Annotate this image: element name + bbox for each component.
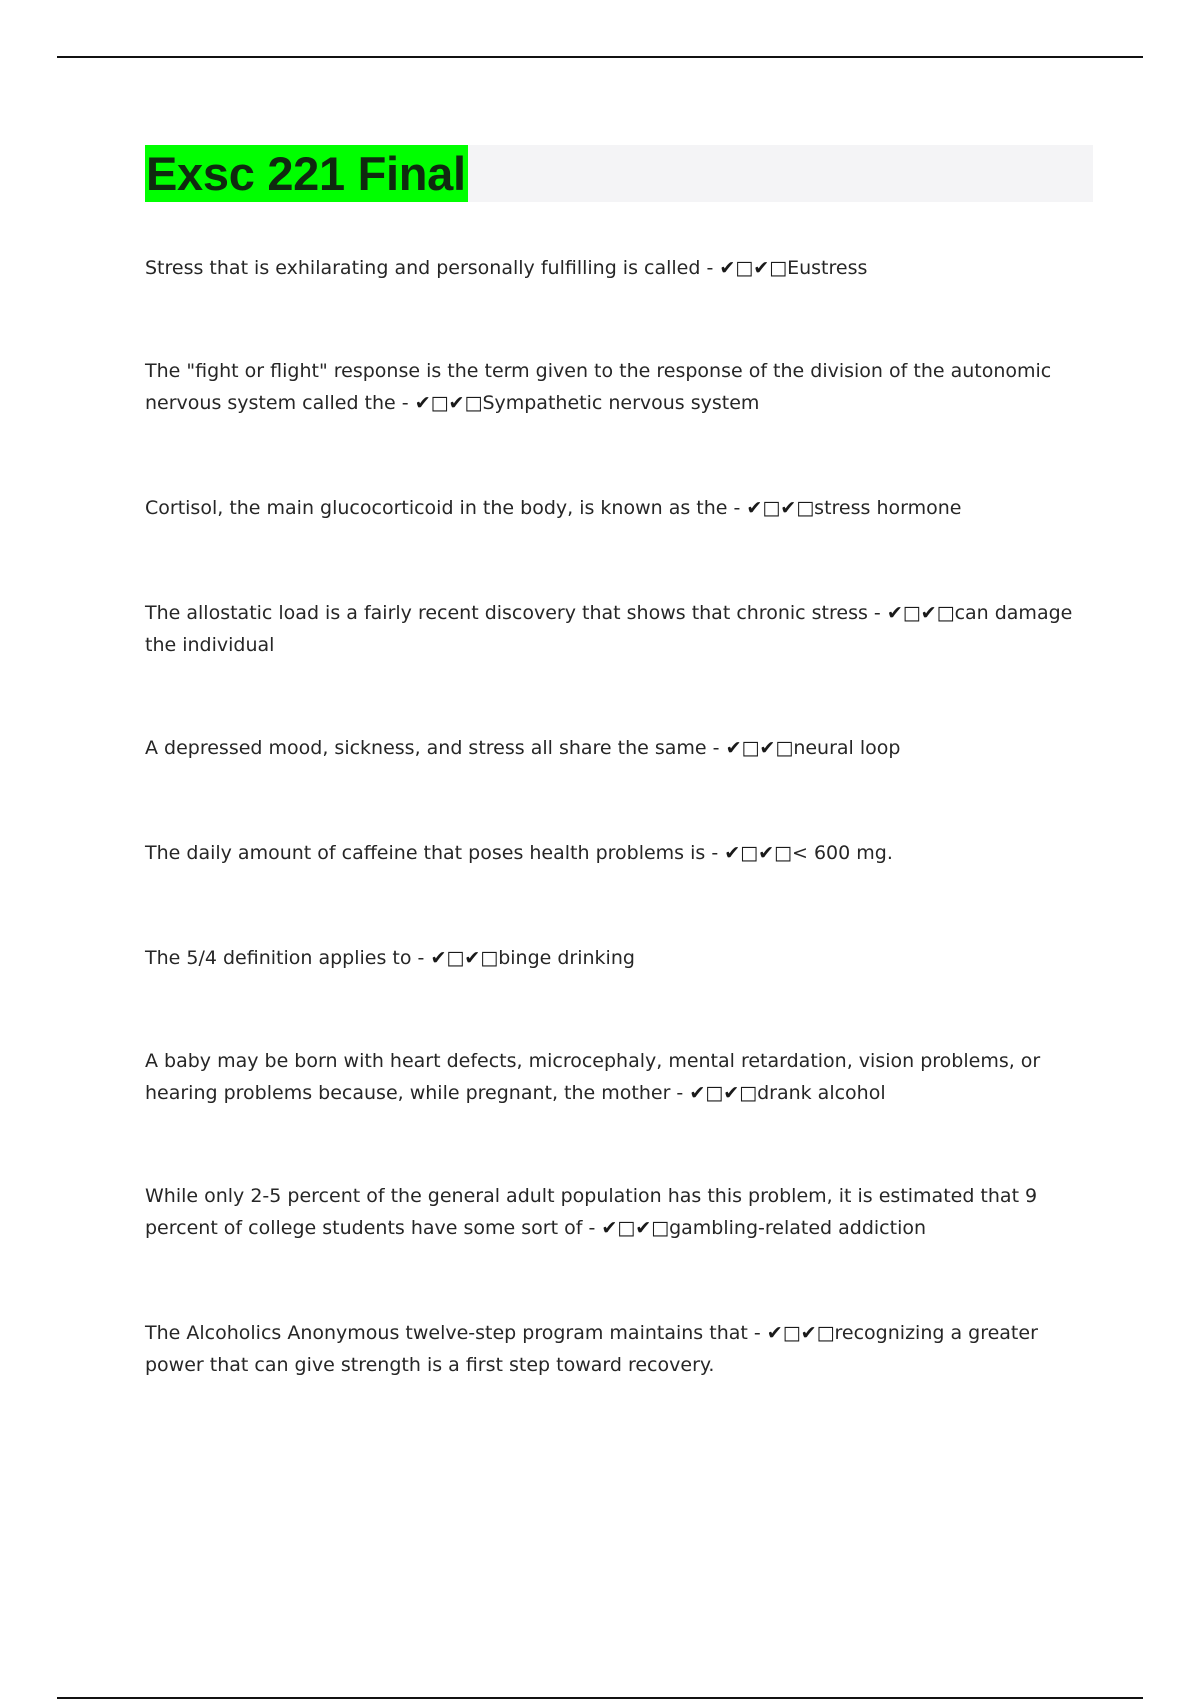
checkmark-icon: ✔□✔□ xyxy=(766,1322,835,1344)
question-text: The "fight or flight" response is the term given to the response of the division of the autonomic nervous system called the - xyxy=(145,360,1052,414)
question-text: The Alcoholics Anonymous twelve-step program maintains that - xyxy=(145,1322,767,1344)
checkmark-icon: ✔□✔□ xyxy=(689,1082,758,1104)
checkmark-icon: ✔□✔□ xyxy=(601,1217,670,1239)
question-text: The daily amount of caffeine that poses health problems is - xyxy=(145,842,725,864)
answer-text: can damage the individual xyxy=(145,602,1073,656)
checkmark-icon: ✔□✔□ xyxy=(414,392,483,414)
qa-item xyxy=(145,492,1095,524)
answer-text: < 600 mg. xyxy=(791,842,893,864)
checkmark-icon: ✔□✔□ xyxy=(719,257,788,279)
question-text: A depressed mood, sickness, and stress all share the same - xyxy=(145,737,726,759)
qa-item xyxy=(145,837,1095,869)
question-text: Stress that is exhilarating and personally fulfilling is called - xyxy=(145,257,720,279)
answer-text: neural loop xyxy=(793,737,901,759)
answer-text: binge drinking xyxy=(498,947,635,969)
question-text: Cortisol, the main glucocorticoid in the body, is known as the - xyxy=(145,497,747,519)
document-title: Exsc 221 Final xyxy=(146,147,466,200)
page-bottom-rule xyxy=(57,1697,1143,1699)
qa-item xyxy=(145,355,1095,419)
answer-text: gambling-related addiction xyxy=(669,1217,927,1239)
qa-item xyxy=(145,1045,1095,1109)
answer-text: Eustress xyxy=(787,257,868,279)
qa-item xyxy=(145,1180,1095,1244)
checkmark-icon: ✔□✔□ xyxy=(724,842,792,864)
qa-item xyxy=(145,597,1095,661)
answer-text: drank alcohol xyxy=(757,1082,886,1104)
answer-text: Sympathetic nervous system xyxy=(482,392,760,414)
answer-text: recognizing a greater power that can give strength is a first step toward recovery. xyxy=(145,1322,1038,1376)
question-text: A baby may be born with heart defects, microcephaly, mental retardation, vision problems, or hearing problems because, while pregnant, the mother - xyxy=(145,1050,1041,1104)
qa-item xyxy=(145,1317,1095,1381)
question-text: The 5/4 definition applies to - xyxy=(145,947,431,969)
checkmark-icon: ✔□✔□ xyxy=(746,497,815,519)
qa-item xyxy=(145,732,1095,764)
qa-item xyxy=(145,942,1095,974)
page-top-rule xyxy=(57,56,1143,58)
qa-item xyxy=(145,252,1095,284)
question-text: The allostatic load is a fairly recent discovery that shows that chronic stress - xyxy=(145,602,887,624)
question-text: While only 2-5 percent of the general adult population has this problem, it is estimated that 9 percent of college students have some sort of - xyxy=(145,1185,1038,1239)
answer-text: stress hormone xyxy=(814,497,962,519)
checkmark-icon: ✔□✔□ xyxy=(725,737,794,759)
title-bar xyxy=(145,145,1093,202)
checkmark-icon: ✔□✔□ xyxy=(886,602,955,624)
checkmark-icon: ✔□✔□ xyxy=(430,947,499,969)
